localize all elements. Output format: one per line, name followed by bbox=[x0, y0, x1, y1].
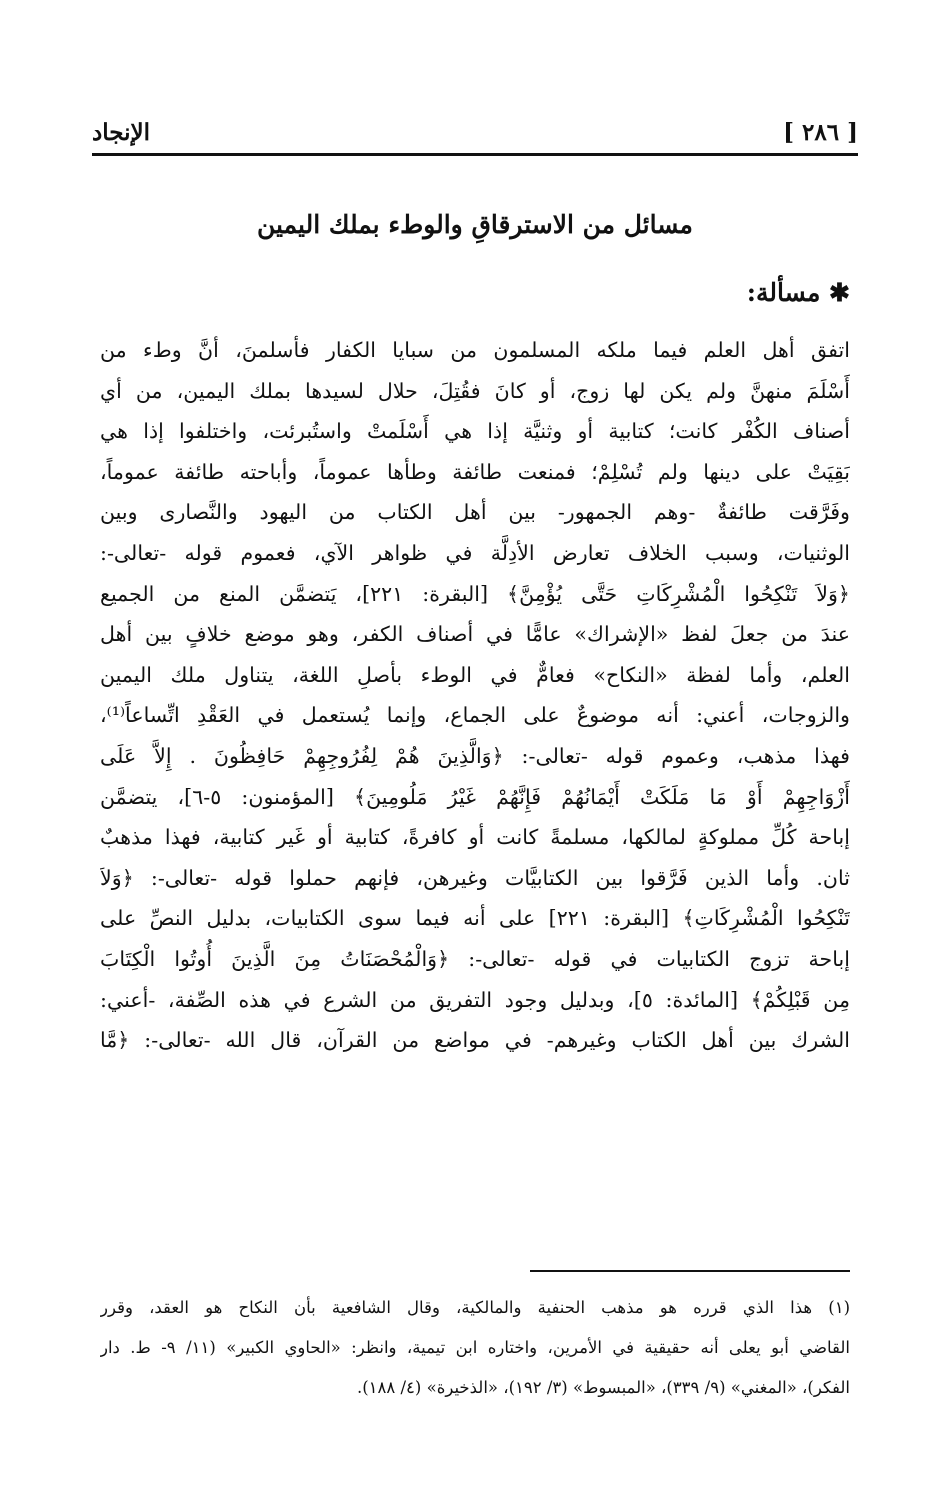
footnote-line: (١) هذا الذي قرره هو مذهب الحنفية والمالكية، وقال الشافعية بأن النكاح هو العقد، وقرر bbox=[100, 1298, 850, 1317]
body-line: عندَ من جعلَ لفظ «الإشراك» عامًّا في أصناف الكفر، وهو موضع خلافٍ بين أهل bbox=[100, 622, 850, 647]
footnote-line: الفكر)، «المغني» (٩/ ٣٣٩)، «المبسوط» (٣/ ١٩٢)، «الذخيرة» (٤/ ١٨٨). bbox=[356, 1378, 850, 1397]
body-line: أصناف الكُفْر كانت؛ كتابية أو وثنيَّة إذا هي أَسْلَمتْ واستُبرئت، واختلفوا إذا هي bbox=[100, 419, 850, 444]
body-text bbox=[100, 330, 850, 1061]
header-rule bbox=[92, 153, 858, 156]
body-line: إباحة كُلِّ مملوكةٍ لمالكها، مسلمةً كانت أو كافرةً، كتابية أو غَير كتابية، فهذا مذهبٌ bbox=[100, 825, 850, 850]
body-line: الشرك بين أهل الكتاب وغيرهم- في مواضع من القرآن، قال الله -تعالى-: ﴿مَّا bbox=[100, 1028, 850, 1053]
body-line: وفَرَّقت طائفةٌ -وهم الجمهور- بين أهل الكتاب من اليهود والنَّصارى وبين bbox=[100, 500, 850, 525]
footnote-separator bbox=[530, 1270, 850, 1272]
body-line: أَسْلَمَ منهنَّ ولم يكن لها زوج، أو كانَ فقُتِلَ، حلال لسيدها بملك اليمين، من أي bbox=[100, 378, 850, 403]
page-number: [ ٢٨٦ ] bbox=[783, 118, 858, 146]
section-title: مسائل من الاسترقاقِ والوطء بملك اليمين bbox=[257, 210, 693, 239]
body-line: مِن قَبْلِكُمْ﴾ [المائدة: ٥]، وبدليل وجود التفريق من الشرع في هذه الصِّفة، -أعني: bbox=[100, 987, 850, 1012]
body-line: بَقِيَتْ على دينها ولم تُسْلِمْ؛ فمنعت طائفة وطأها عموماً، وأباحته طائفة عموماً، bbox=[100, 459, 850, 484]
body-line: والزوجات، أعني: أنه موضوعٌ على الجماع، وإنما يُستعمل في العَقْدِ اتِّساعاً⁽¹⁾، bbox=[100, 703, 850, 728]
body-line: تَنْكِحُوا الْمُشْرِكَاتِ﴾ [البقرة: ٢٢١] على أنه فيما سوى الكتابيات، بدليل النصِّ على bbox=[100, 906, 850, 931]
body-line: أَزْوَاجِهِمْ أَوْ مَا مَلَكَتْ أَيْمَانُهُمْ فَإِنَّهُمْ غَيْرُ مَلُومِينَ﴾ [المؤمنون: ٥-٦]، يتضمَّن bbox=[100, 784, 850, 809]
book-title: الإنجاد bbox=[92, 118, 151, 146]
body-line: إباحة تزوج الكتابيات في قوله -تعالى-: ﴿وَالْمُحْصَنَاتُ مِنَ الَّذِينَ أُوتُوا الْكِتَابَ bbox=[100, 946, 850, 971]
question-heading: ✱ مسألة: bbox=[746, 278, 850, 307]
footnote-line: القاضي أبو يعلى أنه حقيقية في الأمرين، واختاره ابن تيمية، وانظر: «الحاوي الكبير» (١١/ ٩- ط. دار bbox=[100, 1338, 850, 1357]
body-line: الوثنيات، وسبب الخلاف تعارض الأدِلَّة في ظواهر الآي، فعموم قوله -تعالى-: bbox=[100, 540, 850, 565]
body-line: اتفق أهل العلم فيما ملكه المسلمون من سبايا الكفار فأسلمنَ، أنَّ وطء من bbox=[100, 338, 850, 362]
body-line: ثان. وأما الذين فَرَّقوا بين الكتابيَّات وغيرهن، فإنهم حملوا قوله -تعالى-: ﴿وَلاَ bbox=[100, 865, 850, 890]
body-line: العلم، وأما لفظة «النكاح» فعامٌّ في الوطء بأصلِ اللغة، يتناول ملك اليمين bbox=[100, 662, 850, 687]
running-header bbox=[92, 112, 858, 152]
footnotes bbox=[100, 1288, 850, 1408]
body-line: ﴿وَلاَ تَنْكِحُوا الْمُشْرِكَاتِ حَتَّى يُؤْمِنَّ﴾ [البقرة: ٢٢١]، يَتضمَّن المنع من الجميع bbox=[100, 581, 850, 606]
body-line: فهذا مذهب، وعموم قوله -تعالى-: ﴿وَالَّذِينَ هُمْ لِفُرُوجِهِمْ حَافِظُونَ . إِلاَّ عَلَى bbox=[100, 743, 850, 768]
